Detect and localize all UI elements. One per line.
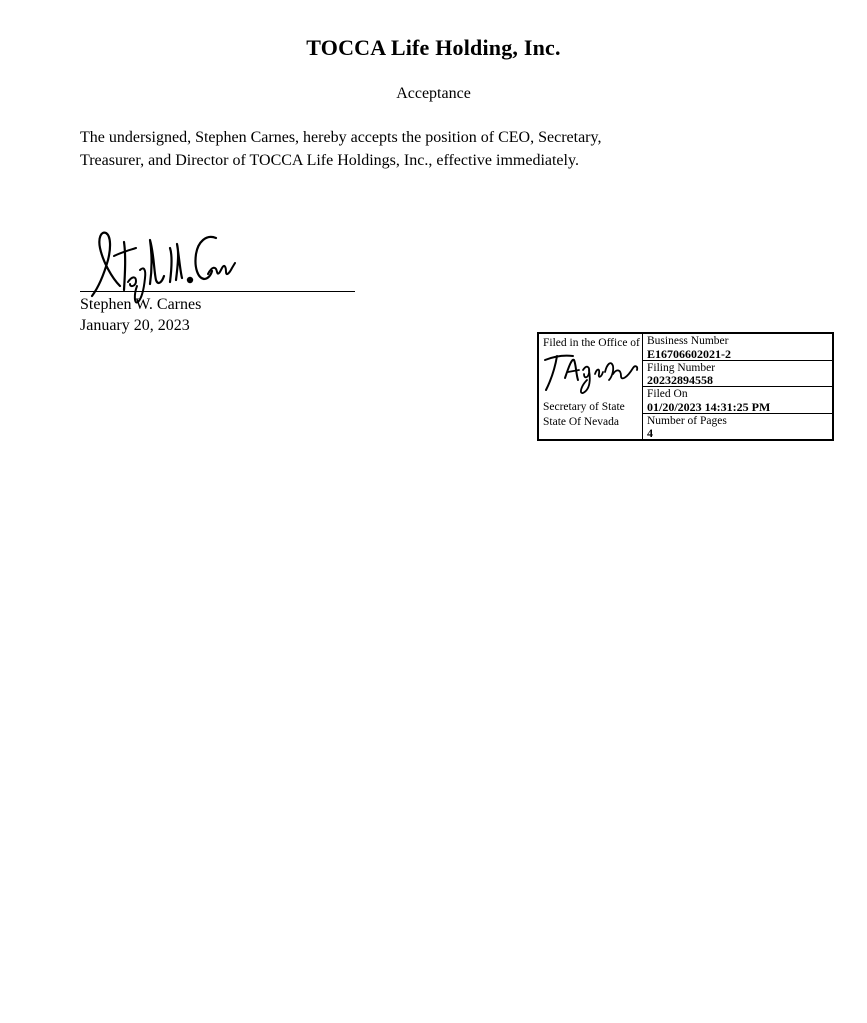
filed-on-value: 01/20/2023 14:31:25 PM bbox=[647, 399, 771, 414]
number-of-pages-value: 4 bbox=[647, 426, 653, 439]
number-of-pages-label: Number of Pages bbox=[647, 414, 727, 427]
signer-name: Stephen W. Carnes bbox=[80, 296, 202, 313]
state-of-nevada-label: State Of Nevada bbox=[543, 416, 619, 428]
filing-stamp-fields bbox=[643, 334, 832, 439]
filed-on-row bbox=[643, 387, 832, 414]
acceptance-paragraph bbox=[80, 126, 720, 172]
business-number-value: E16706602021-2 bbox=[647, 346, 731, 361]
secretary-signature-icon bbox=[543, 350, 639, 400]
filing-stamp-office-cell bbox=[539, 334, 643, 439]
filing-number-label: Filing Number bbox=[647, 361, 716, 374]
business-number-row bbox=[643, 334, 832, 361]
signature-line bbox=[80, 291, 355, 292]
filing-stamp-box bbox=[537, 332, 834, 441]
signature-script-icon bbox=[84, 226, 236, 306]
filing-number-row bbox=[643, 361, 832, 388]
paragraph-line-1: The undersigned, Stephen Carnes, hereby accepts the position of CEO, Secretary, bbox=[80, 129, 602, 146]
filed-on-label: Filed On bbox=[647, 388, 688, 400]
filed-in-office-label: Filed in the Office of bbox=[543, 337, 640, 349]
filing-number-value: 20232894558 bbox=[647, 373, 713, 387]
signature-date: January 20, 2023 bbox=[80, 317, 190, 334]
number-of-pages-row bbox=[643, 414, 832, 440]
document-subtitle: Acceptance bbox=[396, 85, 471, 102]
business-number-label: Business Number bbox=[647, 335, 729, 347]
secretary-of-state-label: Secretary of State bbox=[543, 401, 625, 413]
document-title: TOCCA Life Holding, Inc. bbox=[306, 35, 561, 60]
paragraph-line-2: Treasurer, and Director of TOCCA Life Holdings, Inc., effective immediately. bbox=[80, 152, 579, 169]
